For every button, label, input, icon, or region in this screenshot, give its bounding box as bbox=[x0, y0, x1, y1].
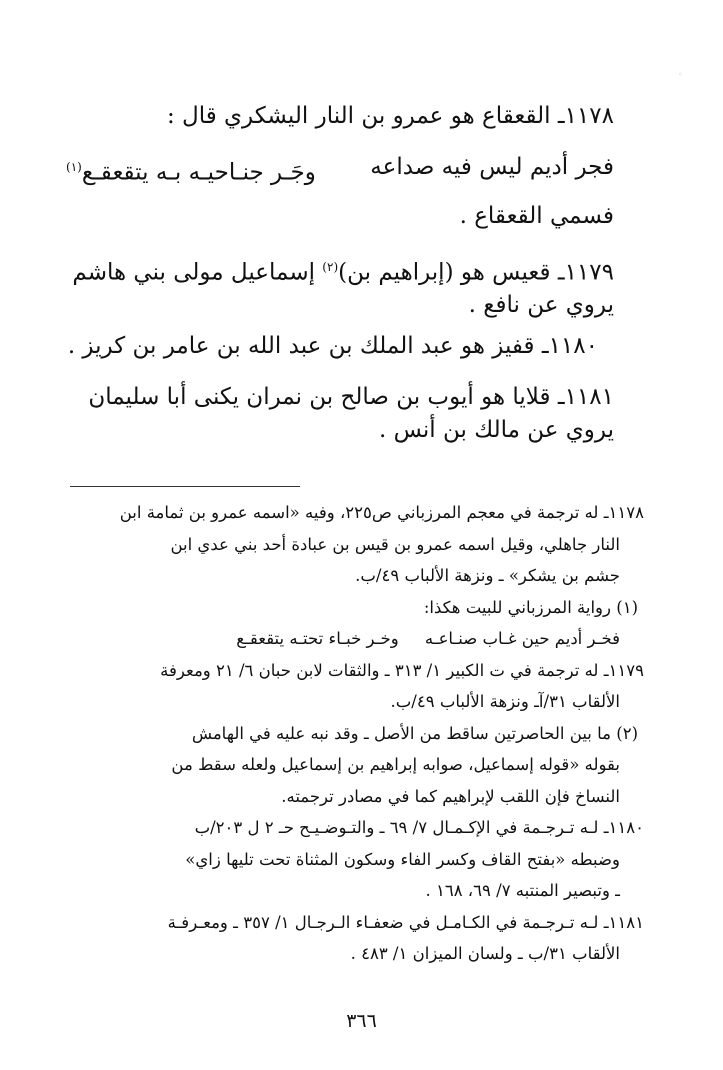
entry-1178-tail bbox=[66, 200, 614, 233]
entry-1178-tail-text: فسمي القعقاع . bbox=[459, 202, 614, 229]
entry-1178-head-text: ١١٧٨ـ القعقاع هو عمرو بن النار اليشكري قال : bbox=[166, 103, 614, 129]
footnote-verse: فخـر أديم حين غـاب صنـاعـه وخـر خبـاء تحتـه يتقعقـع bbox=[236, 629, 620, 648]
footnote-line: النساخ فإن اللقب لإبراهيم كما في مصادر ترجمته. bbox=[281, 786, 620, 806]
page-number: ٣٦٦ bbox=[346, 1010, 377, 1032]
footnote-line: ـ وتبصير المنتبه ٧/ ٦٩، ١٦٨ . bbox=[425, 881, 620, 900]
entry-1179-line1a: ١١٧٩ـ قعيس هو (إبراهيم بن) bbox=[338, 259, 614, 286]
footnote-line: ١١٨١ـ لـه تـرجـمة في الكـامـل في ضعفـاء الـرجـال ١/ ٣٥٧ ـ ومعـرفـة bbox=[167, 912, 644, 932]
footnote-line: (٢) ما بين الحاصرتين ساقط من الأصل ـ وقد نبه عليه في الهامش bbox=[191, 723, 638, 743]
footnotes bbox=[66, 497, 644, 970]
scan-mark: ◦ bbox=[678, 70, 683, 79]
footnote-line: ١١٧٩ـ له ترجمة في ت الكبير ١/ ٣١٣ ـ والثقات لابن حبان ٦/ ٢١ ومعرفة bbox=[160, 660, 644, 680]
footnote-ref-2: (٢) bbox=[322, 259, 339, 274]
footnote-line: ١١٨٠ـ لـه تـرجـمة في الإكـمـال ٧/ ٦٩ ـ والتـوضـيـح حـ ٢ ل ٢٠٣/ب bbox=[194, 818, 644, 837]
entry-1178-verse bbox=[66, 151, 614, 190]
verse-hemistich-2 bbox=[66, 151, 316, 190]
entry-1181-line2: يروي عن مالك بن أنس . bbox=[378, 417, 614, 444]
entry-1179-line1b: إسماعيل مولى بني هاشم bbox=[72, 259, 323, 286]
footnote-line: وضبطه «بفتح القاف وكسر الفاء وسكون المثناة تحت تليها زاي» bbox=[185, 849, 620, 869]
footnote-ref-1: (١) bbox=[66, 160, 82, 174]
footnote-line: بقوله «قوله إسماعيل، صوابه إبراهيم بن إسماعيل ولعله سقط من bbox=[171, 755, 620, 774]
entry-1180-text: ١١٨٠ـ قفيز هو عبد الملك بن عبد الله بن عامر بن كريز . bbox=[67, 333, 598, 360]
entry-1179 bbox=[66, 251, 614, 323]
entry-1181 bbox=[66, 381, 614, 447]
footnote-line: الألقاب ٣١/آـ ونزهة الألباب ٤٩/ب. bbox=[390, 692, 620, 711]
footnote-line: النار جاهلي، وقيل اسمه عمرو بن قيس بن عبادة أحد بني عدي ابن bbox=[170, 534, 620, 554]
footnote-separator bbox=[70, 486, 300, 487]
main-text bbox=[66, 100, 614, 465]
entry-1180 bbox=[66, 330, 614, 363]
footnote-line: جشم بن يشكر» ـ ونزهة الألباب ٤٩/ب. bbox=[355, 566, 620, 585]
verse-hemistich-1: فجر أديم ليس فيه صداعه bbox=[370, 154, 614, 180]
footnote-line: ١١٧٨ـ له ترجمة في معجم المرزباني ص٢٢٥، وفيه «اسمه عمرو بن ثمامة ابن bbox=[119, 503, 644, 522]
entry-1178-heading bbox=[66, 100, 614, 133]
entry-1181-line1: ١١٨١ـ قلايا هو أيوب بن صالح بن نمران يكنى أبا سليمان bbox=[88, 384, 614, 411]
verse-b-text: وجَـر جنـاحيـه بـه يتقعقـع bbox=[81, 159, 316, 186]
footnote-line: الألقاب ٣١/ب ـ ولسان الميزان ١/ ٤٨٣ . bbox=[350, 944, 620, 963]
footnote-line: (١) رواية المرزباني للبيت هكذا: bbox=[423, 597, 638, 617]
entry-1179-line2: يروي عن نافع . bbox=[468, 292, 614, 319]
